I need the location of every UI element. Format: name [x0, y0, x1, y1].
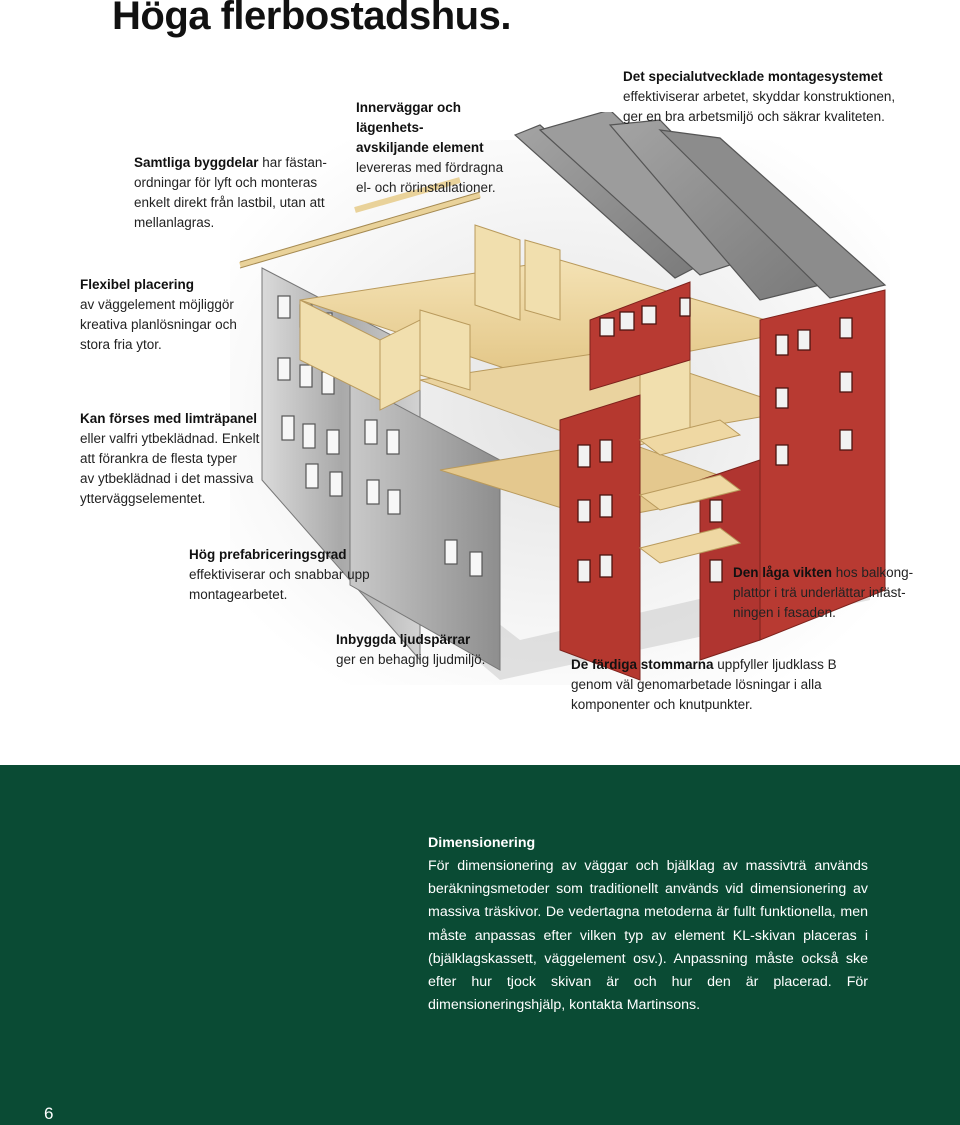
- callout-flexibel-line: kreativa planlösningar och: [80, 317, 237, 332]
- callout-lyft-line: enkelt direkt från lastbil, utan att: [134, 195, 325, 210]
- callout-stommarna-bold: De färdiga stommarna: [571, 657, 714, 672]
- callout-prefab-line: effektiviserar och snabbar upp: [189, 567, 370, 582]
- page-title: Höga flerbostadshus.: [112, 0, 511, 38]
- callout-limtra: [80, 409, 280, 509]
- callout-flexibel: [80, 275, 280, 355]
- callout-vikt-line: ningen i fasaden.: [733, 605, 836, 620]
- callout-prefab-line: montagearbetet.: [189, 587, 288, 602]
- callout-lyft-line: mellanlagras.: [134, 215, 215, 230]
- callout-innervaggar: [356, 98, 526, 198]
- callout-prefab: [189, 545, 399, 605]
- callout-limtra-line: ytterväggselementet.: [80, 491, 206, 506]
- callout-flexibel-line: av väggelement möjliggör: [80, 297, 234, 312]
- callout-ljud: [336, 630, 536, 670]
- callout-innervaggar-bold: Innerväggar och lägenhets-: [356, 100, 462, 135]
- callout-vikt: [733, 563, 933, 623]
- dimensionering-body: För dimensionering av väggar och bjälklag av massivträ används beräkningsmetoder som traditionellt används vid dimensionering av massiva träskivor. De vedertagna metoderna är fullt funktionella, men måste anpassas efter vilken typ av element KL-skivan placeras i (bjälklagskassett, väggelement osv.). Anpassning måste också ske efter hur tjock skivan är och hur den är placerad. För dimensioneringshjälp, kontakta Martinsons.: [428, 858, 868, 1014]
- callout-stommarna-line: genom väl genomarbetade lösningar i alla: [571, 677, 822, 692]
- dimensionering-heading: Dimensionering: [428, 835, 536, 851]
- callout-stommarna-line: komponenter och knutpunkter.: [571, 697, 753, 712]
- callout-montage-line: effektiviserar arbetet, skyddar konstruktionen,: [623, 89, 896, 104]
- callout-ljud-bold: Inbyggda ljudspärrar: [336, 632, 471, 647]
- callout-limtra-line: eller valfri ytbeklädnad. Enkelt: [80, 431, 260, 446]
- callout-montage: [623, 67, 923, 127]
- callout-lyft-bold: Samtliga byggdelar: [134, 155, 259, 170]
- callout-stommarna: [571, 655, 871, 715]
- callout-flexibel-bold: Flexibel placering: [80, 277, 195, 292]
- callout-flexibel-line: stora fria ytor.: [80, 337, 162, 352]
- callout-limtra-line: av ytbeklädnad i det massiva: [80, 471, 254, 486]
- callout-innervaggar-bold: avskiljande element: [356, 140, 484, 155]
- callout-lyft-rest: har fästan-: [258, 155, 327, 170]
- dimensionering-section: [428, 832, 868, 1017]
- callout-lyft-line: ordningar för lyft och monteras: [134, 175, 318, 190]
- callout-prefab-bold: Hög prefabriceringsgrad: [189, 547, 347, 562]
- callout-limtra-bold: Kan förses med limträpanel: [80, 411, 258, 426]
- callout-lyft: [134, 153, 334, 233]
- callout-vikt-bold: Den låga vikten: [733, 565, 833, 580]
- callout-innervaggar-line: el- och rörinstallationer.: [356, 180, 496, 195]
- callout-limtra-line: att förankra de flesta typer: [80, 451, 237, 466]
- callout-innervaggar-line: levereras med fördragna: [356, 160, 504, 175]
- callout-montage-line: ger en bra arbetsmiljö och säkrar kvaliteten.: [623, 109, 885, 124]
- callout-ljud-line: ger en behaglig ljudmiljö.: [336, 652, 486, 667]
- callout-vikt-line: plattor i trä underlättar infäst-: [733, 585, 906, 600]
- callout-vikt-rest: hos balkong-: [832, 565, 914, 580]
- callout-stommarna-rest: uppfyller ljudklass B: [713, 657, 837, 672]
- page-number: 6: [44, 1104, 54, 1123]
- callout-montage-bold: Det specialutvecklade montagesystemet: [623, 69, 883, 84]
- red-facade-front: [560, 395, 640, 680]
